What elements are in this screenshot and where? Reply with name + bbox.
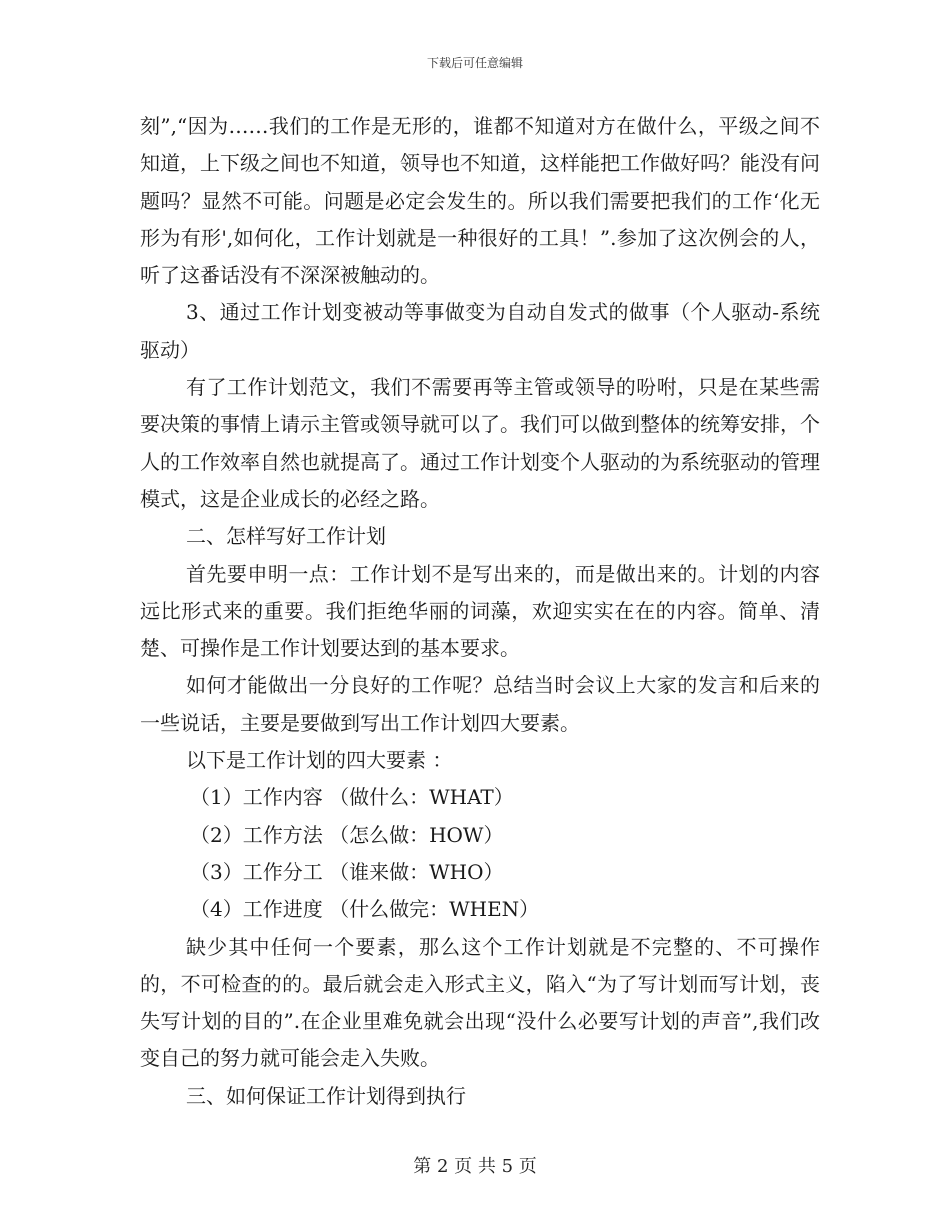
paragraph-7: 缺少其中任何一个要素，那么这个工作计划就是不完整的、不可操作的，不可检查的的。最后就会走入形式主义，陷入“为了写计划而写计划，丧失写计划的目的”.在企业里难免就会出现“没什么必要写计划的声音”,我们改变自己的努力就可能会走入失败。 — [140, 934, 820, 1071]
section-heading-3: 三、如何保证工作计划得到执行 — [186, 1083, 466, 1108]
page-footer: 第 2 页 共 5 页 — [413, 1156, 537, 1177]
list-item: （1）工作内容 （做什么：WHAT） — [190, 785, 514, 810]
paragraph-3: 有了工作计划范文，我们不需要再等主管或领导的吩咐，只是在某些需要决策的事情上请示主管或领导就可以了。我们可以做到整体的统筹安排，个人的工作效率自然也就提高了。通过工作计划变个人驱动的为系统驱动的管理模式，这是企业成长的必经之路。 — [140, 375, 820, 511]
page-header: 下载后可任意编辑 — [426, 56, 523, 70]
paragraph-6: 以下是工作计划的四大要素 ： — [186, 748, 453, 773]
list-item: （3）工作分工 （谁来做：WHO） — [190, 859, 504, 884]
list-item: （4）工作进度 （什么做完：WHEN） — [190, 897, 540, 922]
paragraph-2: 3、通过工作计划变被动等事做变为自动自发式的做事（个人驱动-系统驱动） — [140, 300, 820, 362]
section-heading-2: 二、怎样写好工作计划 — [186, 524, 386, 549]
paragraph-4: 首先要申明一点：工作计划不是写出来的，而是做出来的。计划的内容远比形式来的重要。我们拒绝华丽的词藻，欢迎实实在在的内容。简单、清楚、可操作是工作计划要达到的基本要求。 — [140, 561, 820, 661]
document-body — [140, 108, 820, 1115]
paragraph-1: 刻”,“因为……我们的工作是无形的，谁都不知道对方在做什么，平级之间不知道，上下级之间也不知道，领导也不知道，这样能把工作做好吗？能没有问题吗？显然不可能。问题是必定会发生的。所以我们需要把我们的工作‘化无形为有形',如何化，工作计划就是一种很好的工具！”.参加了这次例会的人，听了这番话没有不深深被触动的。 — [140, 114, 820, 288]
paragraph-5: 如何才能做出一分良好的工作呢？总结当时会议上大家的发言和后来的一些说话，主要是要做到写出工作计划四大要素。 — [140, 673, 820, 735]
list-item: （2）工作方法 （怎么做：HOW） — [190, 822, 504, 847]
